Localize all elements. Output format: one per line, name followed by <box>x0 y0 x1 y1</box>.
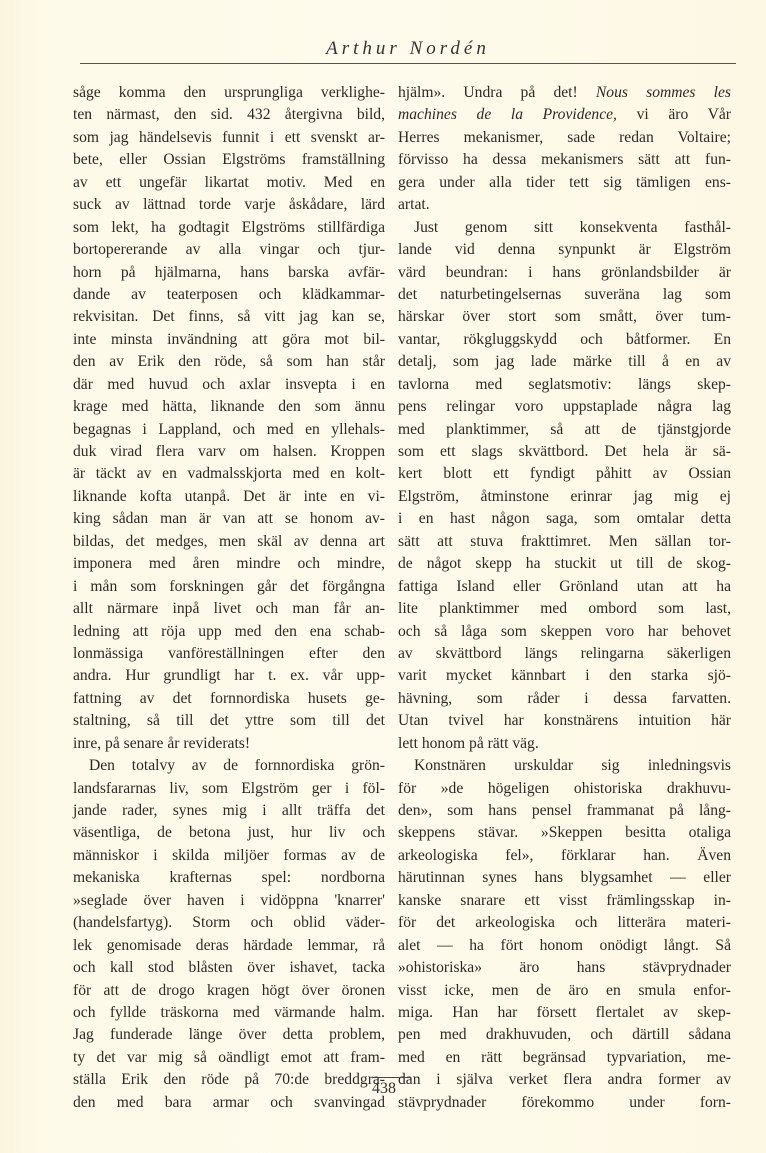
text-line: alet — ha fört honom onödigt långt. Så <box>398 936 731 954</box>
text-line: inre, på senare år reviderats! <box>73 734 251 752</box>
text-line: allt närmare inpå livet och man får an- <box>73 600 385 618</box>
text-line: jande rader, synes mig i allt träffa det <box>73 802 385 819</box>
text-line: i mån som forskningen går det förgångna <box>73 577 385 595</box>
text-line: rekvisitan. Det finns, så vitt jag kan se, <box>73 308 385 326</box>
text-line: härskar över stort som smått, över tum- <box>398 308 731 326</box>
text-run: hjälm». Undra på det! <box>398 84 596 101</box>
right-column <box>398 82 731 1114</box>
text-line: med en rätt begränsad typvariation, me- <box>398 1048 731 1066</box>
text-line: för det arkeologiska och litterära materi- <box>398 914 731 932</box>
text-line: förvisso ha dessa mekanismers sätt att fun- <box>398 151 731 169</box>
text-line: imponera med åren mindre och mindre, <box>73 555 385 573</box>
text-line: landsfararnas liv, som Elgström ger i föl- <box>73 779 385 797</box>
text-line: horn på hjälmarna, hans barska avfär- <box>73 263 385 281</box>
text-line: artat. <box>398 196 430 214</box>
text-line: Utan tvivel har konstnärens intuition här <box>398 712 731 730</box>
text-line: mekaniska krafternas spel: nordborna <box>73 869 385 887</box>
text-line: dan i själva verket flera andra former av <box>398 1071 731 1089</box>
text-line: miga. Han har försett flertalet av skep- <box>398 1003 731 1021</box>
text-line: fattning av det fornnordiska husets ge- <box>73 689 385 707</box>
text-line: suck av lättnad torde varje åskådare, lärd <box>73 196 385 214</box>
text-line: ställa Erik den röde på 70:de breddgra- <box>73 1071 385 1089</box>
text-line: Konstnären urskuldar sig inledningsvis <box>414 757 731 775</box>
text-line: med planktimmer, så att de tjänstgjorde <box>398 420 731 438</box>
italic-phrase: machines de la Providence, <box>398 106 617 124</box>
text-line: som lekt, ha godtagit Elgströms stillfärdiga <box>73 218 385 236</box>
text-line: lek genomisade deras härdade lemmar, rå <box>73 936 385 954</box>
left-column <box>73 82 385 1114</box>
text-line: (handelsfartyg). Storm och oblid väder- <box>73 914 385 932</box>
text-line: bildas, det medges, men skäl av denna art <box>73 532 385 550</box>
text-line: varit mycket kännbart i den starka sjö- <box>398 667 731 685</box>
text-line: härutinnan synes hans blygsamhet — eller <box>398 869 731 887</box>
text-line: är täckt av en vadmalsskjorta med en kolt- <box>73 465 385 483</box>
text-line: fattiga Island eller Grönland utan att ha <box>398 577 731 595</box>
header-rule <box>80 63 736 64</box>
text-line: krage med hätta, liknande den som ännu <box>73 398 385 416</box>
text-line: ty det var mig så oändligt emot att fram- <box>73 1048 385 1066</box>
text-line: tavlorna med seglatsmotiv: längs skep- <box>398 375 731 393</box>
text-line: begagnas i Lappland, och med en yllehals- <box>73 420 385 438</box>
text-line: bortopererande av alla vingar och tjur- <box>73 241 385 259</box>
text-line: lite planktimmer med ombord som last, <box>398 600 731 618</box>
text-line: som ett slags skvättbord. Det hela är sä- <box>398 443 731 460</box>
text-line: det naturbetingelsernas suveräna lag som <box>398 285 731 303</box>
text-line: kanske snarare ett visst främlingsskap in- <box>398 891 731 909</box>
text-line: Jag funderade länge över detta problem, <box>73 1026 385 1044</box>
text-line: inte minsta invändning att göra mot bil- <box>73 330 385 348</box>
text-line: den av Erik den röde, så som han står <box>73 353 385 371</box>
text-line: detalj, som jag lade märke till å en av <box>398 353 731 371</box>
text-line <box>398 104 731 126</box>
text-line: och så låga som skeppen voro har behovet <box>398 622 731 640</box>
text-line: lonmässiga vanföreställningen efter den <box>73 644 385 662</box>
page-number: 438 <box>372 1080 396 1097</box>
text-line: av ett ungefär likartat motiv. Med en <box>73 173 385 191</box>
text-line: andra. Hur grundligt har t. ex. vår upp- <box>73 667 385 685</box>
text-line: ledning att röja upp med den ena schab- <box>73 622 385 640</box>
text-line: lande vid denna synpunkt är Elgström <box>398 241 731 259</box>
text-line: lett honom på rätt väg. <box>398 734 539 752</box>
text-line: för »de högeligen ohistoriska drakhuvu- <box>398 779 731 797</box>
text-line: människor i skilda miljöer formas av de <box>73 846 385 864</box>
text-line: och kall stod blåsten över ishavet, tacka <box>73 959 385 977</box>
text-line: king sådan man är van att se honom av- <box>73 510 385 528</box>
text-line: »ohistoriska» äro hans stävprydnader <box>398 959 731 977</box>
text-line: de något skepp ha stuckit ut till de skog- <box>398 555 731 573</box>
text-line: den med bara armar och svanvingad <box>73 1093 385 1111</box>
text-line: väsentliga, de betona just, hur liv och <box>73 824 385 842</box>
text-line: skeppens stävar. »Skeppen besitta otaliga <box>398 824 731 842</box>
text-line: gera under alla tider tett sig tämligen ens- <box>398 173 731 191</box>
text-line: dande av teaterposen och klädkammar- <box>73 285 385 303</box>
page-number-rule <box>372 1077 410 1078</box>
italic-phrase: Nous sommes les <box>595 84 732 101</box>
text-line: Just genom sitt konsekventa fasthål- <box>414 218 731 236</box>
text-line: sätt att stuva frakttimret. Men sällan tor- <box>398 532 731 550</box>
text-line: och fyllde träskorna med värmande halm. <box>73 1003 385 1021</box>
text-line: i en hast någon saga, som omtalar detta <box>398 510 731 528</box>
text-line: duk virad flera varv om halsen. Kroppen <box>73 443 385 460</box>
text-line: pen med drakhuvuden, och därtill sådana <box>398 1026 731 1044</box>
text-line: pens relingar voro uppstaplade några lag <box>398 398 731 416</box>
text-line: som jag händelsevis funnit i ett svenskt ar- <box>73 128 385 146</box>
text-line: vantar, rökgluggskydd och båtformer. En <box>398 330 731 348</box>
text-line: staltning, så till det yttre som till det <box>73 712 385 730</box>
text-line: visst icke, men de äro en smula enfor- <box>398 981 731 999</box>
text-line: Herres mekanismer, sade redan Voltaire; <box>398 128 731 146</box>
text-line <box>398 82 731 104</box>
text-line: värd beundran: i hans grönlandsbilder är <box>398 263 731 281</box>
text-line: arkeologiska fel», förklarar han. Även <box>398 846 731 864</box>
text-line: stävprydnader förekommo under forn- <box>398 1093 731 1111</box>
text-line: där med huvud och axlar insvepta i en <box>73 375 385 393</box>
running-head: Arthur Nordén <box>326 38 490 59</box>
text-line: bete, eller Ossian Elgströms framställning <box>73 151 385 169</box>
text-line: ten närmast, den sid. 432 återgivna bild, <box>73 106 385 124</box>
text-line: hävning, som råder i dessa farvatten. <box>398 689 731 707</box>
text-line: för att de drogo kragen högt över öronen <box>73 981 385 999</box>
text-line: av skvättbord längs relingarna säkerligen <box>398 644 731 662</box>
text-line: liknande kofta utanpå. Det är inte en vi- <box>73 487 385 505</box>
text-line: kert blott ett fyndigt påhitt av Ossian <box>398 465 731 483</box>
text-line: »seglade över haven i vidöppna 'knarrer' <box>73 891 385 909</box>
text-line: Elgström, åtminstone erinrar jag mig ej <box>398 487 731 505</box>
text-line: såge komma den ursprungliga verklighe- <box>73 84 385 101</box>
text-line: den», som hans pensel frammanat på lång- <box>398 802 731 819</box>
text-line: Den totalvy av de fornnordiska grön- <box>89 757 385 775</box>
text-run: vi äro Vår <box>616 106 731 124</box>
